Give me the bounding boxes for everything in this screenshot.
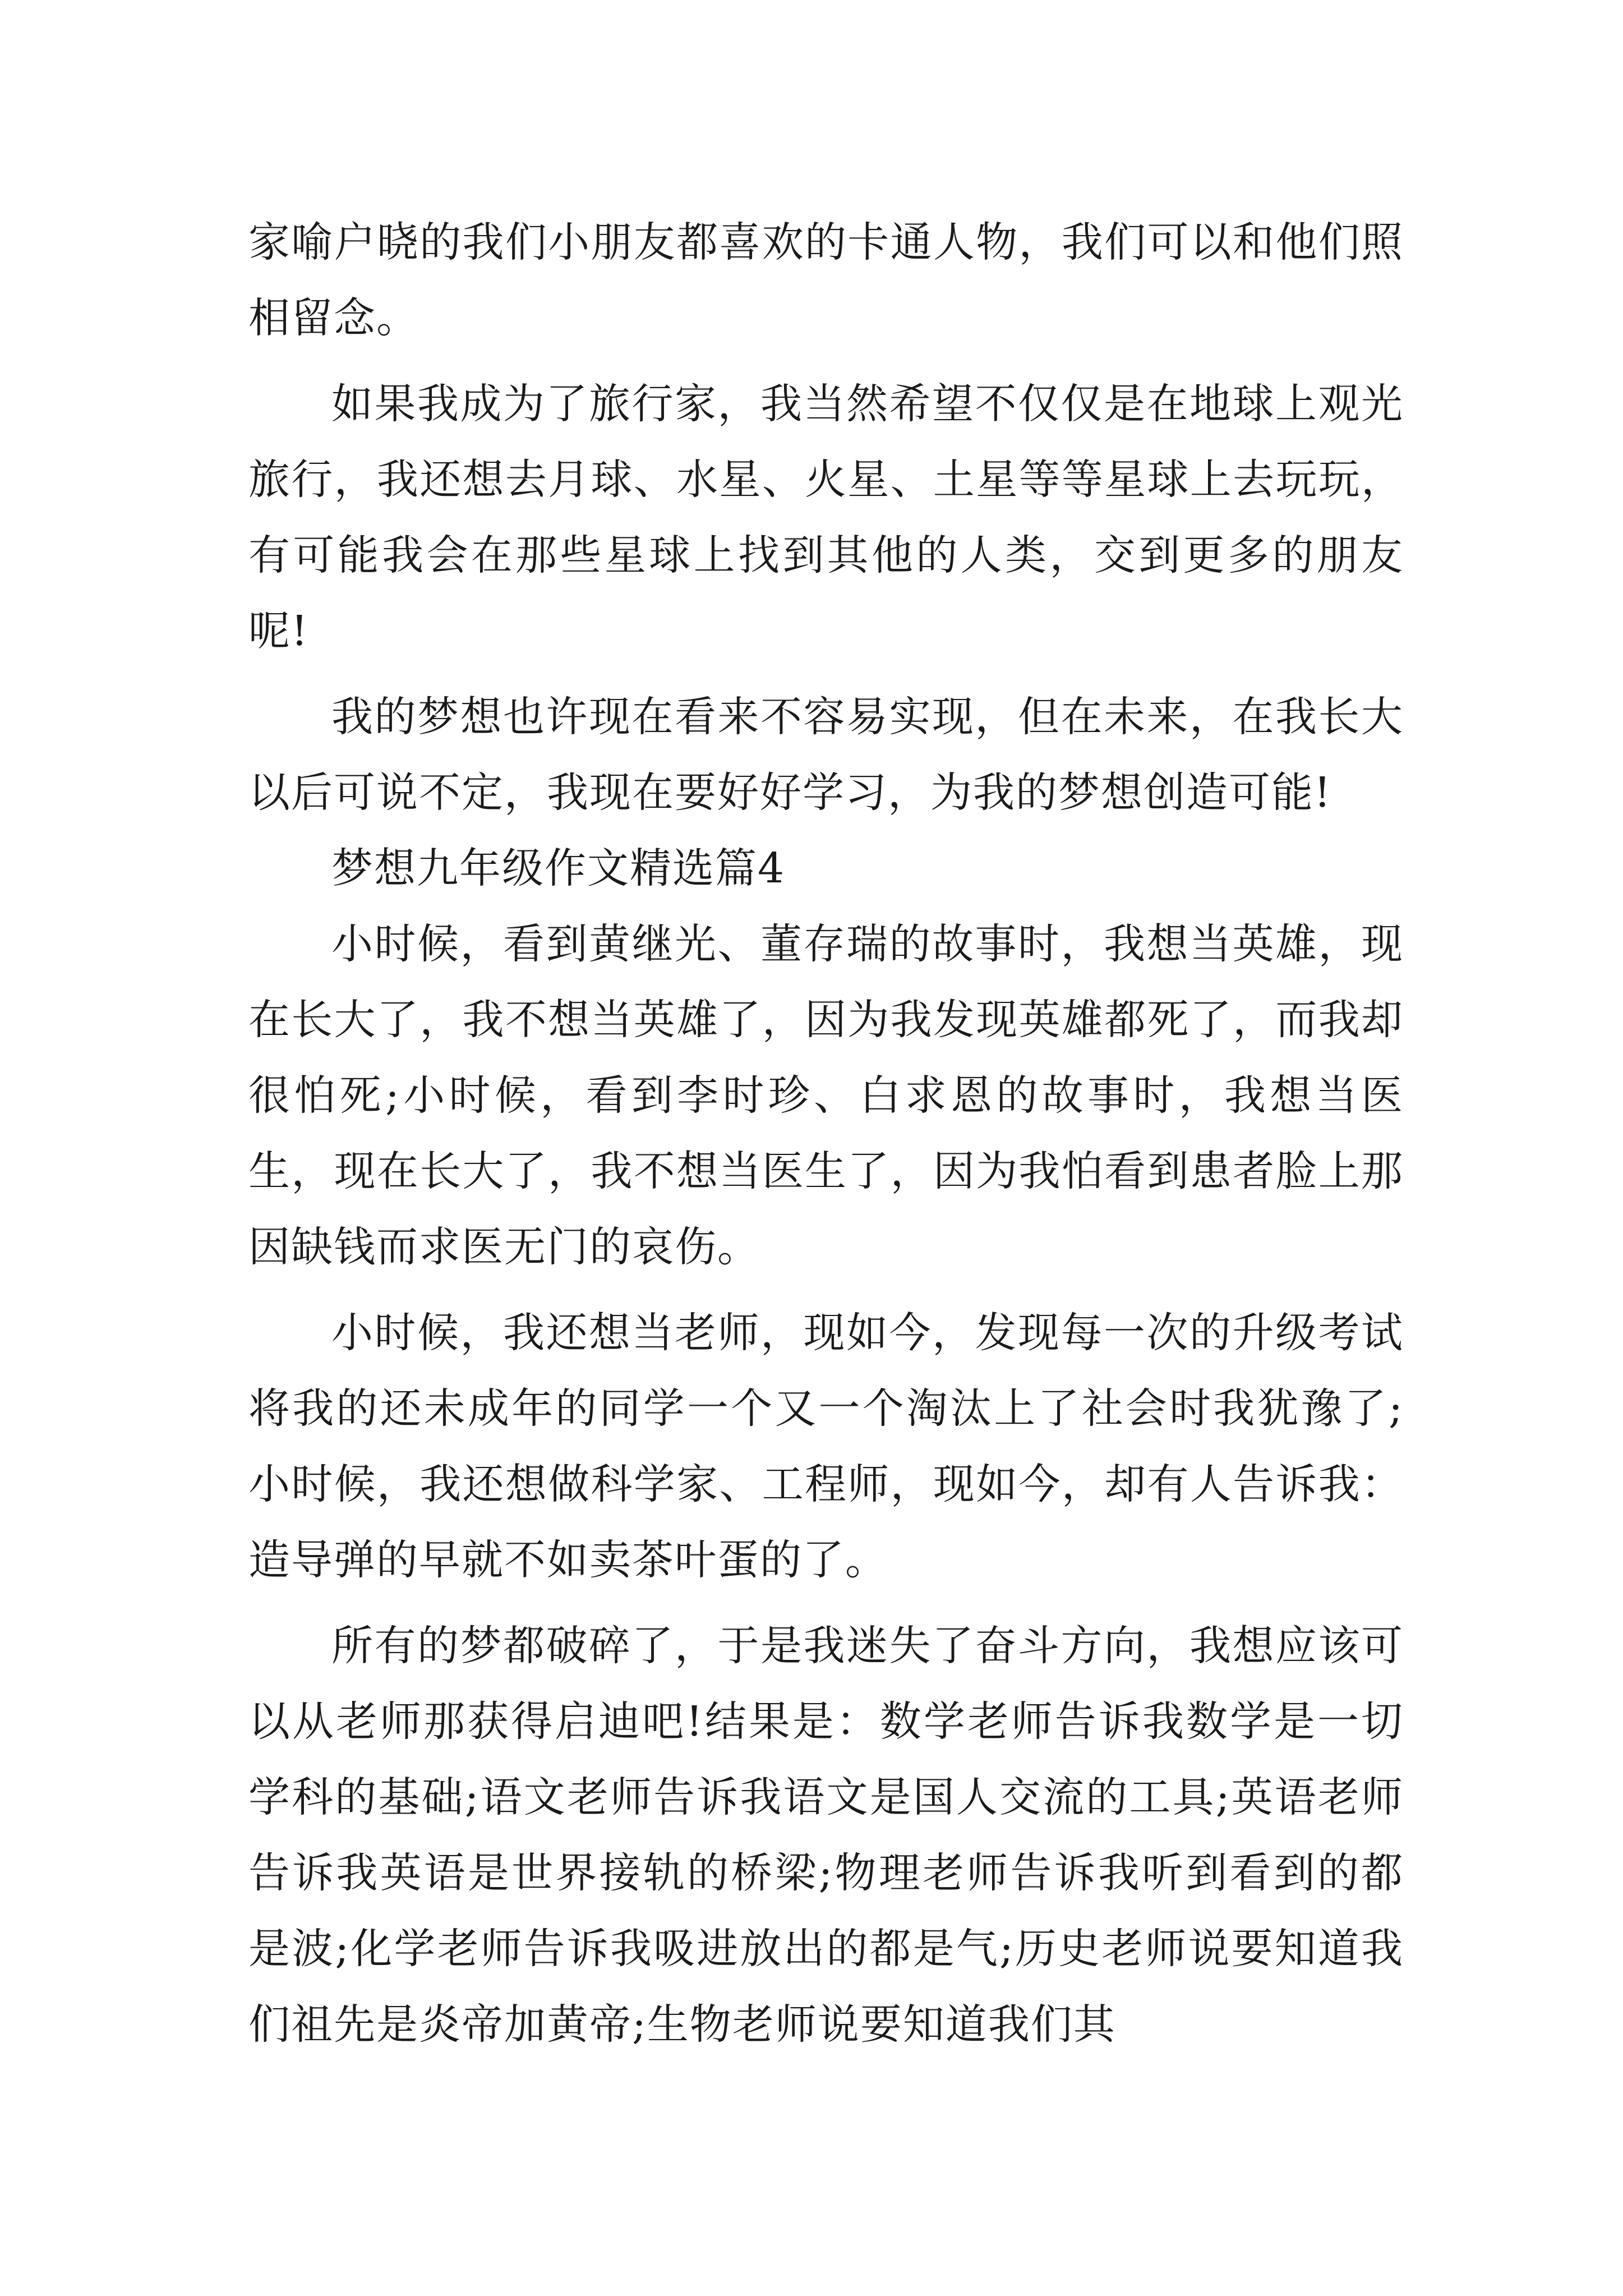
- body-text: [248, 205, 1404, 2063]
- paragraph-continuation: 家喻户晓的我们小朋友都喜欢的卡通人物，我们可以和他们照相留念。: [248, 218, 1404, 342]
- paragraph-traveler: 如果我成为了旅行家，我当然希望不仅仅是在地球上观光旅行，我还想去月球、水星、火星、土星等等星球上去玩玩，有可能我会在那些星球上找到其他的人类，交到更多的朋友呢!: [248, 380, 1404, 655]
- section-heading: 梦想九年级作文精选篇4: [331, 844, 786, 892]
- paragraph-childhood-teacher: 小时候，我还想当老师，现如今，发现每一次的升级考试将我的还未成年的同学一个又一个淘汰上了社会时我犹豫了;小时候，我还想做科学家、工程师，现如今，却有人告诉我：造导弹的早就不如卖茶叶蛋的了。: [248, 1309, 1404, 1584]
- paragraph-childhood-hero: 小时候，看到黄继光、董存瑞的故事时，我想当英雄，现在长大了，我不想当英雄了，因为我发现英雄都死了，而我却很怕死;小时候，看到李时珍、白求恩的故事时，我想当医生，现在长大了，我不想当医生了，因为我怕看到患者脸上那因缺钱而求医无门的哀伤。: [248, 920, 1404, 1271]
- paragraph-broken-dreams: 所有的梦都破碎了，于是我迷失了奋斗方向，我想应该可以从老师那获得启迪吧!结果是：数学老师告诉我数学是一切学科的基础;语文老师告诉我语文是国人交流的工具;英语老师告诉我英语是世界接轨的桥梁;物理老师告诉我听到看到的都是波;化学老师告诉我吸进放出的都是气;历史老师说要知道我们祖先是炎帝加黄帝;生物老师说要知道我们其: [248, 1622, 1404, 2049]
- paragraph-dream-future: 我的梦想也许现在看来不容易实现，但在未来，在我长大以后可说不定，我现在要好好学习，为我的梦想创造可能!: [248, 693, 1404, 817]
